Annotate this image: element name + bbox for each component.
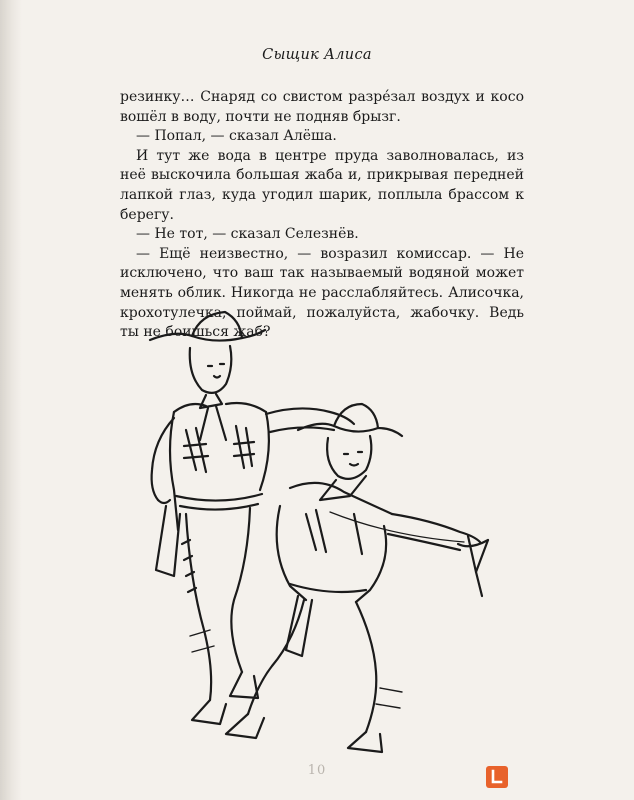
page-number: 10 [307, 763, 327, 778]
bookstore-logo-icon [486, 766, 508, 788]
page-gutter-shadow [0, 0, 22, 800]
cowboys-with-slingshot-illustration [130, 300, 500, 760]
paragraph: — Попал, — сказал Алёша. [136, 128, 337, 145]
paragraph: — Ещё неизвестно, — возразил комиссар. — Не исключено, что ваш так называемый водяной может менять облик. Никогда не расслабляйтесь. Алисочка, крохотулечка, поймай, пожалуйста, жабочку. Ведь ты не боишься жаб? [120, 245, 524, 341]
running-head: Сыщик Алиса [262, 47, 372, 63]
paragraph: И тут же вода в центре пруда заволновалась, из неё выскочила большая жаба и, прикрывая передней лапкой глаз, куда угодил шарик, поплыла брассом к берегу. [120, 147, 524, 223]
paragraph: — Не тот, — сказал Селезнёв. [136, 226, 359, 243]
paragraph: резинку… Снаряд со свистом разрéзал воздух и косо вошёл в воду, почти не подняв брызг. [120, 89, 524, 125]
